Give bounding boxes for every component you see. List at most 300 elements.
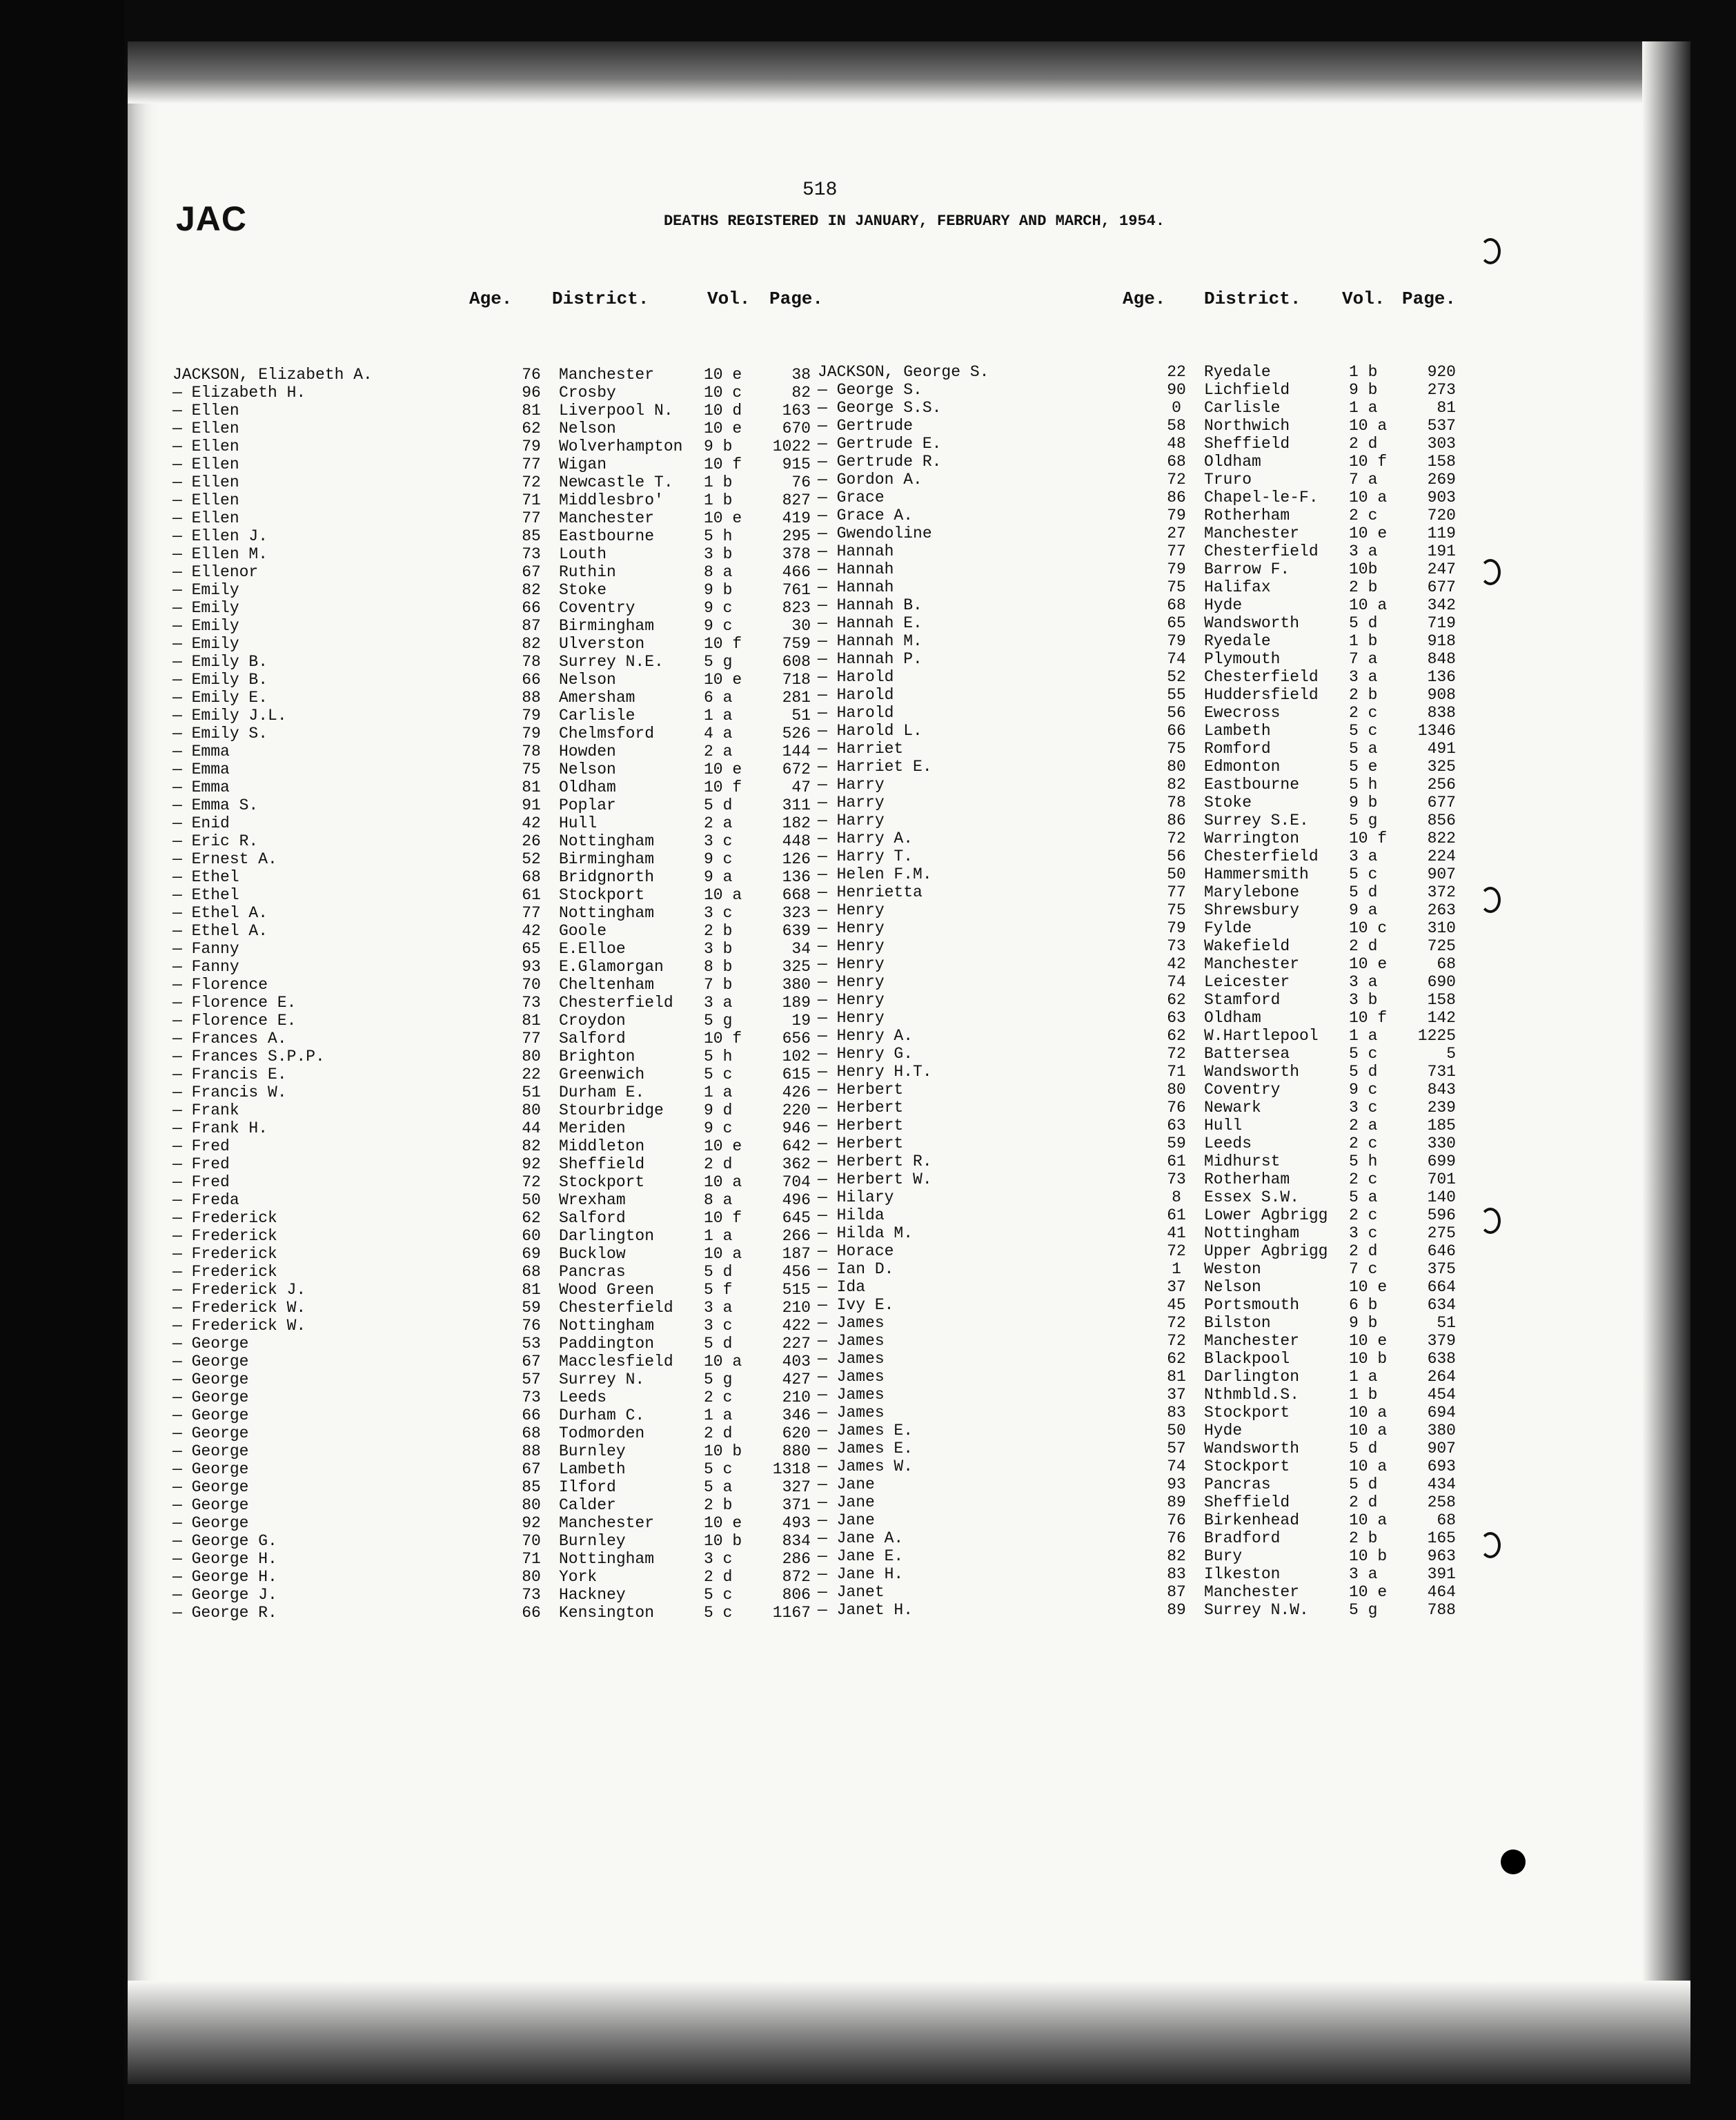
entry-district: Essex S.W. bbox=[1204, 1188, 1300, 1206]
entry-district: Greenwich bbox=[559, 1066, 645, 1083]
register-entry bbox=[818, 453, 1494, 471]
entry-volume: 10 f bbox=[704, 455, 742, 473]
entry-page: 608 bbox=[782, 653, 811, 671]
entry-name: — Frederick bbox=[172, 1227, 277, 1245]
entry-age: 78 bbox=[1167, 794, 1186, 812]
entry-page: 915 bbox=[782, 455, 811, 473]
register-entry bbox=[818, 1386, 1494, 1404]
entry-page: 731 bbox=[1427, 1063, 1456, 1081]
entry-volume: 2 d bbox=[704, 1155, 733, 1173]
register-entry bbox=[818, 1170, 1494, 1188]
entry-page: 466 bbox=[782, 563, 811, 581]
entry-age: 82 bbox=[522, 635, 541, 653]
entry-volume: 5 g bbox=[704, 1012, 733, 1030]
entry-name: — Fred bbox=[172, 1155, 230, 1173]
entry-name: — Ivy E. bbox=[818, 1296, 894, 1314]
entry-volume: 9 c bbox=[704, 599, 733, 617]
entry-district: Manchester bbox=[559, 509, 655, 527]
register-entry bbox=[172, 1101, 849, 1119]
entry-page: 759 bbox=[782, 635, 811, 653]
entry-name: — Ellen bbox=[172, 438, 239, 455]
entry-volume: 2 d bbox=[1349, 1493, 1378, 1511]
register-entry bbox=[172, 545, 849, 563]
entry-district: Ruthin bbox=[559, 563, 616, 581]
entry-page: 126 bbox=[782, 850, 811, 868]
entry-district: York bbox=[559, 1568, 598, 1586]
entry-name: — Frank bbox=[172, 1101, 239, 1119]
entry-age: 42 bbox=[1167, 955, 1186, 973]
register-entry bbox=[172, 940, 849, 958]
entry-district: Hyde bbox=[1204, 596, 1243, 614]
entry-page: 670 bbox=[782, 420, 811, 438]
entry-name: — Hilary bbox=[818, 1188, 894, 1206]
entry-name: — Emma bbox=[172, 760, 230, 778]
entry-volume: 2 c bbox=[1349, 704, 1378, 722]
entry-district: Edmonton bbox=[1204, 758, 1281, 776]
entry-name: — Fanny bbox=[172, 940, 239, 958]
entry-volume: 1 b bbox=[704, 473, 733, 491]
entry-age: 73 bbox=[1167, 937, 1186, 955]
entry-volume: 2 a bbox=[1349, 1117, 1378, 1135]
entry-page: 646 bbox=[1427, 1242, 1456, 1260]
entry-district: Wakefield bbox=[1204, 937, 1290, 955]
header-page-right: Page. bbox=[1402, 288, 1457, 309]
register-entry bbox=[818, 1045, 1494, 1063]
entry-district: Sheffield bbox=[559, 1155, 645, 1173]
entry-age: 0 bbox=[1172, 399, 1181, 417]
entry-page: 907 bbox=[1427, 865, 1456, 883]
entry-page: 330 bbox=[1427, 1135, 1456, 1152]
entry-page: 295 bbox=[782, 527, 811, 545]
scan-edge-right bbox=[1642, 41, 1690, 2084]
header-district-right: District. bbox=[1204, 288, 1301, 309]
entry-volume: 1 b bbox=[1349, 363, 1378, 381]
entry-district: Paddington bbox=[559, 1335, 655, 1353]
entry-page: 620 bbox=[782, 1424, 811, 1442]
register-entry bbox=[818, 1350, 1494, 1368]
entry-age: 71 bbox=[522, 491, 541, 509]
entry-volume: 9 d bbox=[704, 1101, 733, 1119]
entry-page: 677 bbox=[1427, 578, 1456, 596]
entry-name: — Emily bbox=[172, 635, 239, 653]
entry-volume: 10 e bbox=[704, 420, 742, 438]
entries-left-column bbox=[172, 366, 849, 1622]
entry-age: 8 bbox=[1172, 1188, 1181, 1206]
entry-name: — Eric R. bbox=[172, 832, 259, 850]
register-entry bbox=[818, 991, 1494, 1009]
entry-name: — Ellen bbox=[172, 402, 239, 420]
entry-age: 68 bbox=[522, 1263, 541, 1281]
entry-age: 86 bbox=[1167, 812, 1186, 830]
entry-name: — George bbox=[172, 1460, 249, 1478]
entry-volume: 10 a bbox=[704, 1353, 742, 1371]
entry-name: — Herbert bbox=[818, 1117, 904, 1135]
entry-page: 918 bbox=[1427, 632, 1456, 650]
entry-name: — Ethel bbox=[172, 886, 239, 904]
entry-age: 37 bbox=[1167, 1386, 1186, 1404]
register-entry bbox=[172, 455, 849, 473]
entry-page: 239 bbox=[1427, 1099, 1456, 1117]
register-entry bbox=[818, 1152, 1494, 1170]
entry-name: — George S.S. bbox=[818, 399, 942, 417]
entry-volume: 1 a bbox=[1349, 1027, 1378, 1045]
register-entry bbox=[818, 614, 1494, 632]
entry-name: — George bbox=[172, 1353, 249, 1371]
entry-district: Hyde bbox=[1204, 1422, 1243, 1440]
entry-name: — Freda bbox=[172, 1191, 239, 1209]
entry-district: Lambeth bbox=[1204, 722, 1271, 740]
entry-name: — George bbox=[172, 1371, 249, 1388]
entry-district: Chesterfield bbox=[1204, 542, 1319, 560]
entry-district: W.Hartlepool bbox=[1204, 1027, 1319, 1045]
entry-district: Ewecross bbox=[1204, 704, 1281, 722]
entry-district: Manchester bbox=[1204, 1583, 1300, 1601]
entry-age: 1 bbox=[1172, 1260, 1181, 1278]
entry-age: 96 bbox=[522, 384, 541, 402]
register-entry bbox=[818, 578, 1494, 596]
entry-page: 822 bbox=[1427, 830, 1456, 847]
entry-district: Ulverston bbox=[559, 635, 645, 653]
register-entry bbox=[172, 743, 849, 760]
entry-page: 701 bbox=[1427, 1170, 1456, 1188]
entry-page: 704 bbox=[782, 1173, 811, 1191]
entry-age: 71 bbox=[522, 1550, 541, 1568]
entry-volume: 10 e bbox=[704, 1137, 742, 1155]
entry-volume: 1 a bbox=[704, 1083, 733, 1101]
entry-age: 87 bbox=[1167, 1583, 1186, 1601]
entry-district: Hull bbox=[1204, 1117, 1243, 1135]
entry-district: Surrey S.E. bbox=[1204, 812, 1309, 830]
entry-district: Oldham bbox=[559, 778, 616, 796]
entry-name: — Harold bbox=[818, 686, 894, 704]
register-entry bbox=[818, 776, 1494, 794]
entry-district: Ilford bbox=[559, 1478, 616, 1496]
entry-page: 596 bbox=[1427, 1206, 1456, 1224]
entry-page: 788 bbox=[1427, 1601, 1456, 1619]
entry-district: Stockport bbox=[1204, 1404, 1290, 1422]
entry-age: 72 bbox=[522, 1173, 541, 1191]
entry-district: Bury bbox=[1204, 1547, 1243, 1565]
entry-name: — Fanny bbox=[172, 958, 239, 976]
entry-name: — Emily bbox=[172, 581, 239, 599]
entry-page: 119 bbox=[1427, 524, 1456, 542]
register-entry bbox=[172, 689, 849, 707]
entry-page: 51 bbox=[1437, 1314, 1456, 1332]
entry-name: — Gertrude E. bbox=[818, 435, 942, 453]
entry-name: — Ethel bbox=[172, 868, 239, 886]
entry-age: 89 bbox=[1167, 1493, 1186, 1511]
entry-age: 72 bbox=[1167, 1314, 1186, 1332]
entry-age: 75 bbox=[1167, 578, 1186, 596]
entry-volume: 10 f bbox=[704, 1209, 742, 1227]
entry-district: Blackpool bbox=[1204, 1350, 1290, 1368]
entry-volume: 10 e bbox=[704, 509, 742, 527]
entry-district: Lichfield bbox=[1204, 381, 1290, 399]
entry-page: 872 bbox=[782, 1568, 811, 1586]
register-entry bbox=[818, 1188, 1494, 1206]
entry-name: — George R. bbox=[172, 1604, 277, 1622]
entry-age: 93 bbox=[522, 958, 541, 976]
entry-age: 87 bbox=[522, 617, 541, 635]
entry-volume: 2 b bbox=[1349, 686, 1378, 704]
page-title: DEATHS REGISTERED IN JANUARY, FEBRUARY AND MARCH, 1954. bbox=[663, 213, 1165, 230]
punch-hole-mark bbox=[1480, 238, 1501, 264]
entry-name: — Henry bbox=[818, 991, 885, 1009]
entry-district: Birkenhead bbox=[1204, 1511, 1300, 1529]
register-entry bbox=[818, 1458, 1494, 1475]
entry-page: 718 bbox=[782, 671, 811, 689]
register-entry bbox=[818, 1063, 1494, 1081]
entry-page: 303 bbox=[1427, 435, 1456, 453]
entry-name: — Henry bbox=[818, 955, 885, 973]
entry-page: 422 bbox=[782, 1317, 811, 1335]
register-entry bbox=[818, 507, 1494, 524]
entry-age: 79 bbox=[522, 707, 541, 725]
entry-page: 323 bbox=[782, 904, 811, 922]
entry-volume: 10 a bbox=[1349, 417, 1388, 435]
entry-volume: 5 c bbox=[704, 1460, 733, 1478]
entry-volume: 10 e bbox=[1349, 1278, 1388, 1296]
entry-name: — Herbert bbox=[818, 1135, 904, 1152]
register-entry bbox=[172, 976, 849, 994]
entry-volume: 3 a bbox=[1349, 1565, 1378, 1583]
entry-age: 88 bbox=[522, 689, 541, 707]
entry-age: 59 bbox=[522, 1299, 541, 1317]
entry-name: — Jane A. bbox=[818, 1529, 904, 1547]
entry-name: — Ellen bbox=[172, 420, 239, 438]
entry-name: — Frederick J. bbox=[172, 1281, 306, 1299]
entry-name: — Henry G. bbox=[818, 1045, 914, 1063]
entry-district: Hackney bbox=[559, 1586, 626, 1604]
entry-age: 85 bbox=[522, 527, 541, 545]
entry-name: — Gordon A. bbox=[818, 471, 923, 489]
entry-page: 258 bbox=[1427, 1493, 1456, 1511]
entry-volume: 10 e bbox=[704, 1514, 742, 1532]
register-entry bbox=[172, 1460, 849, 1478]
entry-page: 82 bbox=[791, 384, 811, 402]
entry-district: Coventry bbox=[559, 599, 635, 617]
register-entry bbox=[818, 1368, 1494, 1386]
entry-age: 81 bbox=[522, 1281, 541, 1299]
entry-volume: 7 a bbox=[1349, 650, 1378, 668]
register-entry bbox=[172, 886, 849, 904]
entry-age: 93 bbox=[1167, 1475, 1186, 1493]
entry-volume: 2 a bbox=[704, 814, 733, 832]
entry-district: Middleton bbox=[559, 1137, 645, 1155]
entry-age: 55 bbox=[1167, 686, 1186, 704]
entry-name: — Ellen bbox=[172, 491, 239, 509]
entry-page: 664 bbox=[1427, 1278, 1456, 1296]
register-entry bbox=[818, 865, 1494, 883]
entry-volume: 1 a bbox=[704, 1406, 733, 1424]
entry-name: — Frederick bbox=[172, 1245, 277, 1263]
entry-page: 496 bbox=[782, 1191, 811, 1209]
entry-district: Plymouth bbox=[1204, 650, 1281, 668]
entry-name: — Hannah P. bbox=[818, 650, 923, 668]
register-entry bbox=[172, 635, 849, 653]
entry-page: 634 bbox=[1427, 1296, 1456, 1314]
entry-volume: 2 b bbox=[1349, 578, 1378, 596]
entry-volume: 2 c bbox=[1349, 507, 1378, 524]
entry-page: 163 bbox=[782, 402, 811, 420]
entry-volume: 2 c bbox=[704, 1388, 733, 1406]
entry-page: 690 bbox=[1427, 973, 1456, 991]
entry-district: Battersea bbox=[1204, 1045, 1290, 1063]
entry-district: Surrey N.W. bbox=[1204, 1601, 1309, 1619]
register-entry bbox=[818, 686, 1494, 704]
entry-name: — Jane bbox=[818, 1475, 875, 1493]
entry-page: 264 bbox=[1427, 1368, 1456, 1386]
entry-name: — Frances S.P.P. bbox=[172, 1048, 325, 1066]
entry-page: 537 bbox=[1427, 417, 1456, 435]
entry-volume: 9 b bbox=[704, 438, 733, 455]
register-entry bbox=[818, 1242, 1494, 1260]
header-vol-right: Vol. bbox=[1342, 288, 1385, 309]
entry-name: — Emily J.L. bbox=[172, 707, 287, 725]
entry-district: Wandsworth bbox=[1204, 1440, 1300, 1458]
entry-volume: 5 d bbox=[1349, 1063, 1378, 1081]
entry-page: 403 bbox=[782, 1353, 811, 1371]
entry-name: — Ellen bbox=[172, 509, 239, 527]
entry-volume: 8 a bbox=[704, 563, 733, 581]
entry-volume: 1 a bbox=[1349, 399, 1378, 417]
register-entry bbox=[172, 1371, 849, 1388]
register-entry bbox=[172, 1281, 849, 1299]
entry-age: 85 bbox=[522, 1478, 541, 1496]
entry-volume: 10 f bbox=[1349, 830, 1388, 847]
entry-page: 946 bbox=[782, 1119, 811, 1137]
header-age-right: Age. bbox=[1123, 288, 1166, 309]
register-entry bbox=[172, 1353, 849, 1371]
register-entry bbox=[818, 1081, 1494, 1099]
entry-age: 22 bbox=[1167, 363, 1186, 381]
entry-age: 57 bbox=[1167, 1440, 1186, 1458]
entry-page: 379 bbox=[1427, 1332, 1456, 1350]
entry-age: 65 bbox=[522, 940, 541, 958]
register-entry bbox=[172, 473, 849, 491]
entry-age: 62 bbox=[522, 1209, 541, 1227]
register-entry bbox=[172, 1227, 849, 1245]
page-number: 518 bbox=[802, 179, 838, 201]
entry-district: Chelmsford bbox=[559, 725, 655, 743]
register-entry bbox=[172, 1012, 849, 1030]
entry-page: 68 bbox=[1437, 955, 1456, 973]
entry-page: 434 bbox=[1427, 1475, 1456, 1493]
entry-age: 50 bbox=[1167, 1422, 1186, 1440]
entry-age: 80 bbox=[1167, 758, 1186, 776]
entry-volume: 1 a bbox=[704, 707, 733, 725]
entry-volume: 5 c bbox=[704, 1586, 733, 1604]
register-entry bbox=[818, 955, 1494, 973]
entry-district: Birmingham bbox=[559, 850, 655, 868]
entry-volume: 5 c bbox=[1349, 722, 1378, 740]
entry-volume: 10 c bbox=[704, 384, 742, 402]
entry-district: Hull bbox=[559, 814, 598, 832]
entry-name: — Henrietta bbox=[818, 883, 923, 901]
register-entry bbox=[172, 1245, 849, 1263]
register-entry bbox=[818, 1027, 1494, 1045]
entry-page: 310 bbox=[1427, 919, 1456, 937]
entry-page: 102 bbox=[782, 1048, 811, 1066]
entry-page: 142 bbox=[1427, 1009, 1456, 1027]
entry-page: 638 bbox=[1427, 1350, 1456, 1368]
entry-volume: 9 c bbox=[704, 617, 733, 635]
entry-page: 19 bbox=[791, 1012, 811, 1030]
entry-volume: 10 b bbox=[1349, 1547, 1388, 1565]
entry-district: Marylebone bbox=[1204, 883, 1300, 901]
entry-age: 78 bbox=[522, 743, 541, 760]
register-entry bbox=[172, 527, 849, 545]
entry-volume: 10 a bbox=[704, 1173, 742, 1191]
entry-volume: 5 g bbox=[1349, 812, 1378, 830]
entry-name: — Gertrude bbox=[818, 417, 914, 435]
entry-age: 77 bbox=[522, 509, 541, 527]
entry-page: 30 bbox=[791, 617, 811, 635]
entry-volume: 2 d bbox=[1349, 1242, 1378, 1260]
register-entry bbox=[818, 812, 1494, 830]
entry-page: 668 bbox=[782, 886, 811, 904]
entry-name: — Fred bbox=[172, 1173, 230, 1191]
entry-name: — James bbox=[818, 1386, 885, 1404]
entry-volume: 3 b bbox=[1349, 991, 1378, 1009]
entry-page: 880 bbox=[782, 1442, 811, 1460]
entry-district: Darlington bbox=[559, 1227, 655, 1245]
entry-district: Surrey N. bbox=[559, 1371, 645, 1388]
register-entry bbox=[172, 402, 849, 420]
entry-age: 81 bbox=[522, 402, 541, 420]
entry-district: Bradford bbox=[1204, 1529, 1281, 1547]
entry-district: Ilkeston bbox=[1204, 1565, 1281, 1583]
entry-name: — George bbox=[172, 1514, 249, 1532]
entry-volume: 10 e bbox=[704, 760, 742, 778]
entry-name: — Harold bbox=[818, 704, 894, 722]
entry-page: 371 bbox=[782, 1496, 811, 1514]
entry-volume: 1 b bbox=[1349, 1386, 1378, 1404]
entry-age: 56 bbox=[1167, 847, 1186, 865]
entry-age: 76 bbox=[1167, 1529, 1186, 1547]
register-entry bbox=[172, 366, 849, 384]
entry-age: 52 bbox=[522, 850, 541, 868]
register-entry bbox=[818, 1511, 1494, 1529]
entry-name: — Ellen bbox=[172, 473, 239, 491]
entry-name: — Emily E. bbox=[172, 689, 268, 707]
entry-name: — Henry bbox=[818, 919, 885, 937]
entry-page: 311 bbox=[782, 796, 811, 814]
entry-name: — George bbox=[172, 1335, 249, 1353]
register-entry bbox=[818, 471, 1494, 489]
entry-age: 61 bbox=[1167, 1206, 1186, 1224]
entry-district: Northwich bbox=[1204, 417, 1290, 435]
punch-hole-dot bbox=[1501, 1849, 1526, 1874]
entry-page: 454 bbox=[1427, 1386, 1456, 1404]
entry-volume: 10 f bbox=[704, 1030, 742, 1048]
entry-age: 60 bbox=[522, 1227, 541, 1245]
register-entry bbox=[818, 381, 1494, 399]
entry-district: Nelson bbox=[559, 671, 616, 689]
register-entry bbox=[172, 850, 849, 868]
entry-age: 82 bbox=[1167, 1547, 1186, 1565]
entry-age: 75 bbox=[522, 760, 541, 778]
entry-age: 86 bbox=[1167, 489, 1186, 507]
entry-page: 456 bbox=[782, 1263, 811, 1281]
entry-district: Crosby bbox=[559, 384, 616, 402]
entry-volume: 10 a bbox=[1349, 1458, 1388, 1475]
entry-age: 44 bbox=[522, 1119, 541, 1137]
entry-name: — Hannah B. bbox=[818, 596, 923, 614]
entry-name: — James bbox=[818, 1314, 885, 1332]
register-entry bbox=[172, 1263, 849, 1281]
entry-district: Manchester bbox=[1204, 524, 1300, 542]
